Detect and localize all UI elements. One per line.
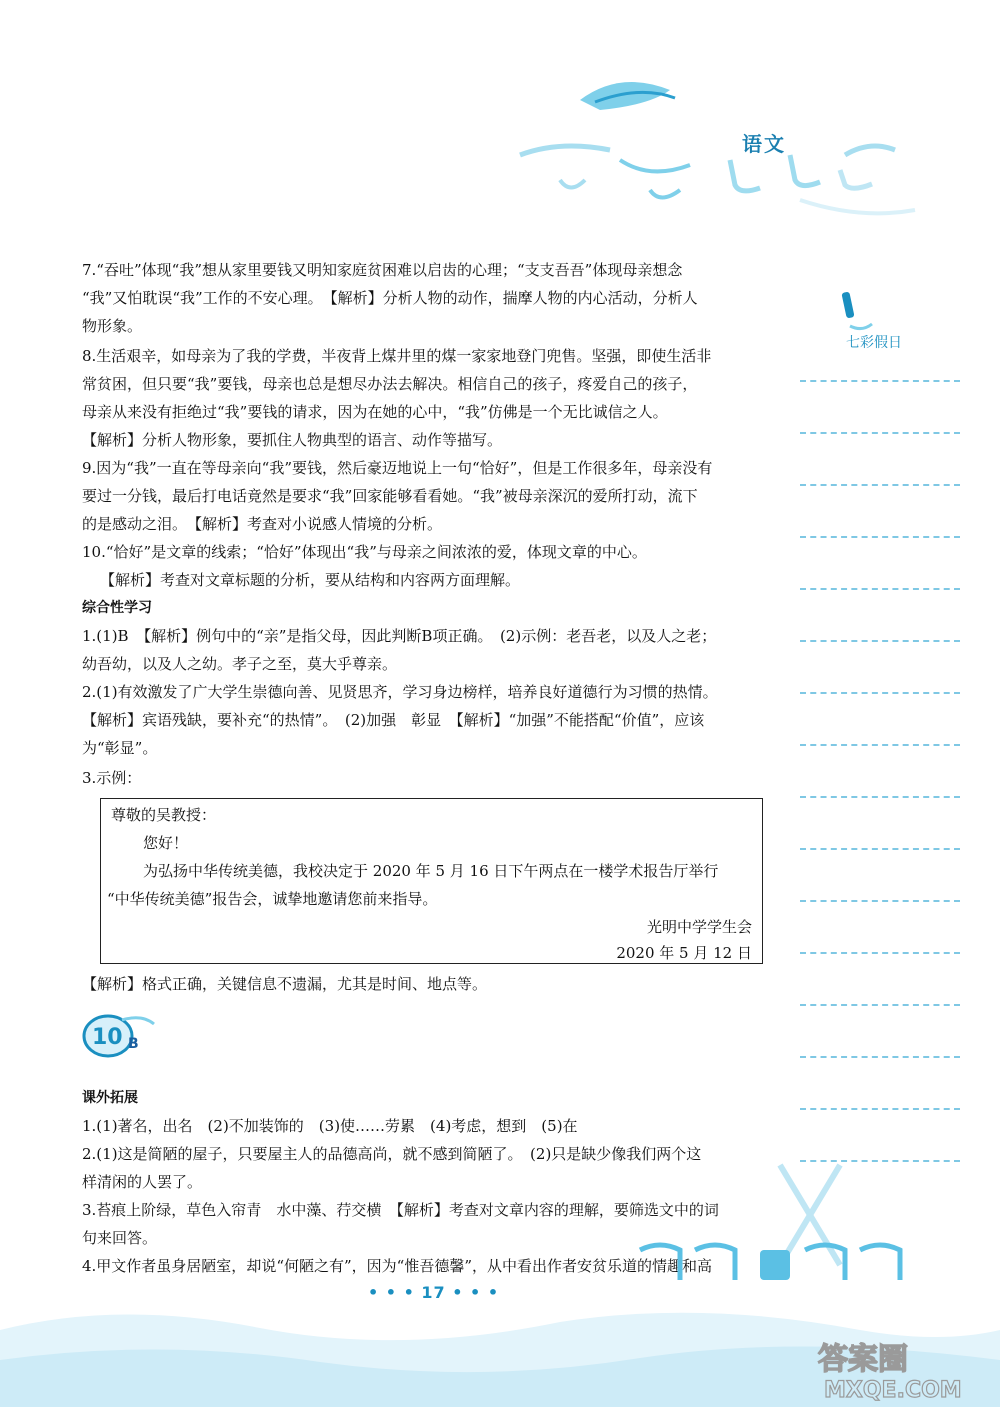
sample-letter [100,798,763,964]
watermark-text: 答案圈 [818,1342,908,1377]
answer-line: 8.生活艰辛，如母亲为了我的学费，半夜背上煤井里的煤一家家地登门兜售。坚强，即使生活非 [82,347,712,365]
note-line [800,900,960,902]
answer-line: 2.(1)这是简陋的屋子，只要屋主人的品德高尚，就不感到简陋了。 (2)只是缺少像我们两个这 [82,1145,702,1163]
answer-line: 3.苔痕上阶绿，草色入帘青 水中藻、荇交横 【解析】考查对文章内容的理解，要筛选文中的词 [82,1201,719,1219]
answer-line: 母亲从来没有拒绝过“我”要钱的请求，因为在她的心中，“我”仿佛是一个无比诚信之人。 [82,403,668,421]
note-line [800,1108,960,1110]
answer-line: 样清闲的人罢了。 [82,1173,203,1191]
note-line [800,1004,960,1006]
note-line [800,640,960,642]
answer-line: “我”又怕耽误“我”工作的不安心理。 【解析】分析人物的动作，揣摩人物的内心活动，分析人 [82,289,698,307]
page-number: • • • 17 • • • [368,1283,500,1302]
letter-body: “中华传统美德”报告会，诚挚地邀请您前来指导。 [107,890,438,908]
answer-line: 句来回答。 [82,1229,158,1247]
note-line [800,432,960,434]
note-line [800,952,960,954]
note-line [800,744,960,746]
watermark-logo [810,1335,990,1405]
answer-line: 为“彰显”。 [82,739,158,757]
subject-title: 语文 [742,132,786,156]
note-line [800,380,960,382]
note-line [800,588,960,590]
letter-date: 2020 年 5 月 12 日 [616,944,752,962]
letter-body: 为弘扬中华传统美德，我校决定于 2020 年 5 月 16 日下午两点在一楼学术报告厅举行 [143,862,719,880]
answer-line: 【解析】考查对文章标题的分析，要从结构和内容两方面理解。 [100,571,521,589]
section-heading: 综合性学习 [82,600,152,616]
letter-greeting: 您好！ [143,834,189,852]
brand-label: 七彩假日 [846,335,902,351]
answer-line: 10.“恰好”是文章的线索；“恰好”体现出“我”与母亲之间浓浓的爱，体现文章的中心。 [82,543,647,561]
watermark-url: MXQE.COM [824,1378,962,1403]
answer-line: 1.(1)B 【解析】例句中的“亲”是指父母，因此判断B项正确。 (2)示例：老吾老，以及人之老； [82,627,717,645]
note-line [800,1056,960,1058]
header-decoration [500,60,920,230]
badge-number: 10 [92,1025,123,1050]
note-line [800,484,960,486]
answer-line: 9.因为“我”一直在等母亲向“我”要钱，然后豪迈地说上一句“恰好”，但是工作很多年，母亲没有 [82,459,713,477]
answer-line: 1.(1)著名，出名 (2)不加装饰的 (3)使……劳累 (4)考虑，想到 (5)在 [82,1117,578,1135]
day-badge [82,1012,162,1058]
answer-line: 的是感动之泪。 【解析】考查对小说感人情境的分析。 [82,515,443,533]
answer-line: 4.甲文作者虽身居陋室，却说“何陋之有”，因为“惟吾德馨”，从中看出作者安贫乐道的情趣和高 [82,1257,712,1275]
answer-line: 【解析】宾语残缺，要补充“的热情”。 (2)加强 彰显 【解析】“加强”不能搭配“价值”，应该 [82,711,705,729]
answer-line: 7.“吞吐”体现“我”想从家里要钱又明知家庭贫困难以启齿的心理；“支支吾吾”体现母亲想念 [82,261,683,279]
note-line [800,692,960,694]
answer-line: 常贫困，但只要“我”要钱，母亲也总是想尽办法去解决。相信自己的孩子，疼爱自己的孩子， [82,375,698,393]
note-line [800,536,960,538]
badge-letter: B [128,1036,139,1052]
answer-line: 物形象。 [82,317,143,335]
section-heading: 课外拓展 [82,1090,138,1106]
answer-line: 要过一分钱，最后打电话竟然是要求“我”回家能够看看她。“我”被母亲深沉的爱所打动，流下 [82,487,698,505]
answer-line: 【解析】分析人物形象，要抓住人物典型的语言、动作等描写。 [82,431,503,449]
note-line [800,848,960,850]
answer-line: 2.(1)有效激发了广大学生崇德向善、见贤思齐，学习身边榜样，培养良好道德行为习惯的热情。 [82,683,718,701]
letter-salutation: 尊敬的吴教授： [111,806,217,824]
answer-line: 3.示例： [82,769,142,787]
letter-sender: 光明中学学生会 [646,918,752,936]
answer-line: 【解析】格式正确，关键信息不遗漏，尤其是时间、地点等。 [82,975,488,993]
note-line [800,796,960,798]
footer-decoration [610,1155,910,1295]
answer-line: 幼吾幼，以及人之幼。孝子之至，莫大乎尊亲。 [82,655,398,673]
